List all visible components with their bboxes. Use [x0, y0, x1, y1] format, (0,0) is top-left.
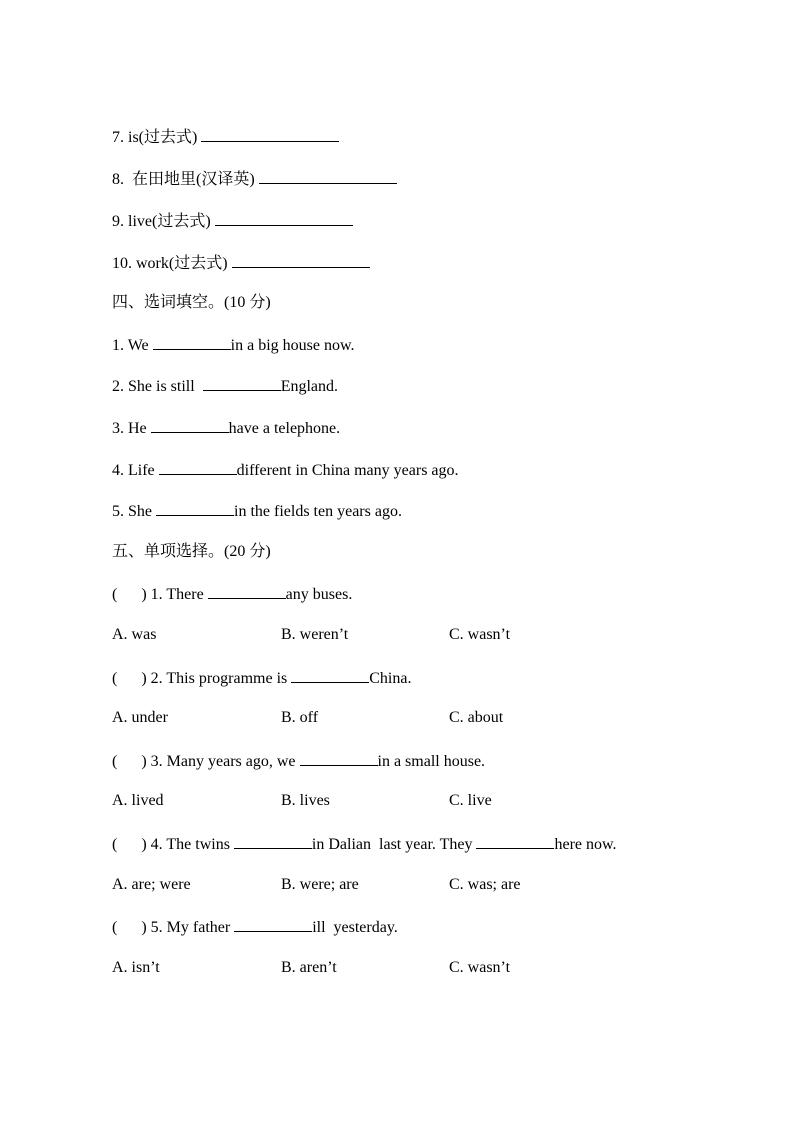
fill-item-1	[112, 334, 354, 354]
answer-blank[interactable]	[259, 168, 397, 184]
mc-question-4	[112, 833, 617, 853]
answer-blank[interactable]	[201, 126, 339, 142]
question-text-after: ill yesterday.	[312, 919, 398, 936]
answer-parentheses[interactable]: ( )	[112, 836, 147, 853]
translation-item-10	[112, 252, 370, 272]
item-text-before: 4. Life	[112, 462, 159, 479]
answer-blank	[291, 667, 369, 683]
item-text-after: different in China many years ago.	[236, 462, 459, 479]
answer-blank[interactable]	[153, 334, 231, 350]
option-a[interactable]: A. under	[112, 709, 168, 726]
option-b[interactable]: B. were; are	[281, 876, 359, 893]
option-b[interactable]: B. off	[281, 709, 319, 726]
answer-blank[interactable]	[159, 459, 237, 475]
question-text-after: China.	[369, 670, 412, 687]
section-4-heading: 四、选词填空。(10 分)	[112, 294, 271, 311]
item-text-after: England.	[280, 378, 339, 395]
question-text-after: in a small house.	[377, 753, 486, 770]
translation-item-9	[112, 210, 353, 230]
option-c[interactable]: C. about	[449, 709, 504, 726]
question-text-after: any buses.	[285, 586, 353, 603]
mc-question-5	[112, 916, 398, 936]
option-c[interactable]: C. live	[449, 792, 492, 809]
item-text-after: have a telephone.	[228, 420, 341, 437]
item-text-before: 5. She	[112, 503, 156, 520]
translation-item-7	[112, 126, 339, 146]
item-text: 9. live(过去式)	[112, 213, 215, 230]
answer-parentheses[interactable]: ( )	[112, 586, 147, 603]
answer-blank	[300, 750, 378, 766]
answer-blank	[234, 916, 312, 932]
question-text-before: 4. The twins	[146, 836, 234, 853]
question-text-after: here now.	[554, 836, 617, 853]
answer-blank	[208, 583, 286, 599]
item-text-after: in a big house now.	[230, 337, 355, 354]
answer-blank[interactable]	[156, 500, 234, 516]
item-text-before: 1. We	[112, 337, 153, 354]
fill-item-2	[112, 375, 338, 395]
question-text-before: 5. My father	[146, 919, 235, 936]
option-a[interactable]: A. isn’t	[112, 959, 160, 976]
item-text: 10. work(过去式)	[112, 255, 232, 272]
option-a[interactable]: A. lived	[112, 792, 164, 809]
option-c[interactable]: C. wasn’t	[449, 959, 511, 976]
answer-parentheses[interactable]: ( )	[112, 919, 147, 936]
section-5-heading: 五、单项选择。(20 分)	[112, 543, 271, 560]
item-text-after: in the fields ten years ago.	[234, 503, 402, 520]
answer-blank	[476, 833, 554, 849]
option-b[interactable]: B. weren’t	[281, 626, 349, 643]
item-text-before: 3. He	[112, 420, 151, 437]
answer-blank[interactable]	[215, 210, 353, 226]
answer-parentheses[interactable]: ( )	[112, 670, 147, 687]
question-text-before: 3. Many years ago, we	[146, 753, 300, 770]
mc-question-3	[112, 750, 485, 770]
item-text: 7. is(过去式)	[112, 129, 202, 146]
option-c[interactable]: C. wasn’t	[449, 626, 511, 643]
answer-blank[interactable]	[232, 252, 370, 268]
answer-blank[interactable]	[203, 375, 281, 391]
mc-question-2	[112, 667, 411, 687]
question-text-middle: in Dalian last year. They	[311, 836, 477, 853]
answer-parentheses[interactable]: ( )	[112, 753, 147, 770]
option-a[interactable]: A. was	[112, 626, 157, 643]
fill-item-5	[112, 500, 402, 520]
mc-question-1	[112, 583, 352, 603]
option-a[interactable]: A. are; were	[112, 876, 191, 893]
answer-blank[interactable]	[151, 417, 229, 433]
answer-blank	[234, 833, 312, 849]
translation-item-8	[112, 168, 397, 188]
question-text-before: 2. This programme is	[146, 670, 292, 687]
item-text: 8. 在田地里(汉译英)	[112, 171, 259, 188]
option-c[interactable]: C. was; are	[449, 876, 521, 893]
fill-item-4	[112, 459, 459, 479]
question-text-before: 1. There	[146, 586, 208, 603]
option-b[interactable]: B. aren’t	[281, 959, 337, 976]
item-text-before: 2. She is still	[112, 378, 203, 395]
option-b[interactable]: B. lives	[281, 792, 330, 809]
fill-item-3	[112, 417, 340, 437]
